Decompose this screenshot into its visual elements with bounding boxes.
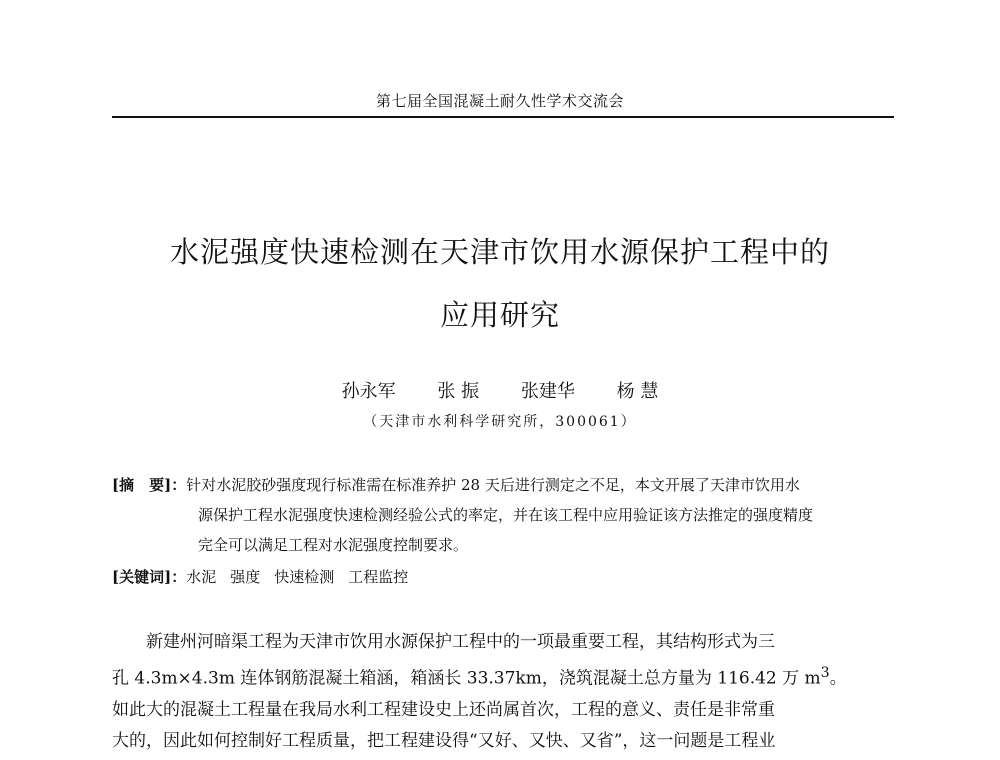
keyword: 快速检测 xyxy=(274,568,335,586)
keywords xyxy=(112,566,897,587)
keyword: 强度 xyxy=(230,568,261,586)
body-paragraph xyxy=(112,627,897,757)
running-header: 第七届全国混凝土耐久性学术交流会 xyxy=(375,92,624,110)
body-line-text: 孔 4.3m×4.3m 连体钢筋混凝土箱涵，箱涵长 33.37km，浇筑混凝土总方量为 116.42 万 m xyxy=(112,668,821,689)
author-name: 张建华 xyxy=(520,381,575,402)
body-line-text: 。 xyxy=(829,668,847,689)
author-affiliation: （天津市水利科学研究所，300061） xyxy=(363,414,637,430)
keyword: 工程监控 xyxy=(348,568,409,586)
body-line: 大的，因此如何控制好工程质量，把工程建设得“又好、又快、又省”，这一问题是工程业 xyxy=(112,730,776,751)
abstract-line xyxy=(112,470,897,500)
body-line xyxy=(112,658,897,695)
body-line: 如此大的混凝土工程量在我局水利工程建设史上还尚属首次，工程的意义、责任是非常重 xyxy=(112,699,775,720)
abstract-line: 完全可以满足工程对水泥强度控制要求。 xyxy=(198,536,469,554)
author-list xyxy=(0,377,1000,403)
author-name: 张 振 xyxy=(437,381,480,402)
header-rule xyxy=(112,116,894,118)
paper-title-line-2: 应用研究 xyxy=(439,298,560,332)
abstract-label: [摘 要]： xyxy=(112,476,187,494)
author-name: 孙永军 xyxy=(341,381,396,402)
keywords-label: [关键词]： xyxy=(112,568,187,586)
keyword: 水泥 xyxy=(186,568,217,586)
author-name: 杨 慧 xyxy=(616,381,659,402)
paper-title-line-1: 水泥强度快速检测在天津市饮用水源保护工程中的 xyxy=(169,235,830,269)
abstract-line: 源保护工程水泥强度快速检测经验公式的率定，并在该工程中应用验证该方法推定的强度精度 xyxy=(198,506,814,524)
superscript: 3 xyxy=(820,665,830,681)
abstract xyxy=(112,470,897,560)
abstract-text: 针对水泥胶砂强度现行标准需在标准养护 28 天后进行测定之不足，本文开展了天津市饮用水 xyxy=(186,476,800,494)
body-line: 新建州河暗渠工程为天津市饮用水源保护工程中的一项最重要工程，其结构形式为三 xyxy=(146,632,775,652)
